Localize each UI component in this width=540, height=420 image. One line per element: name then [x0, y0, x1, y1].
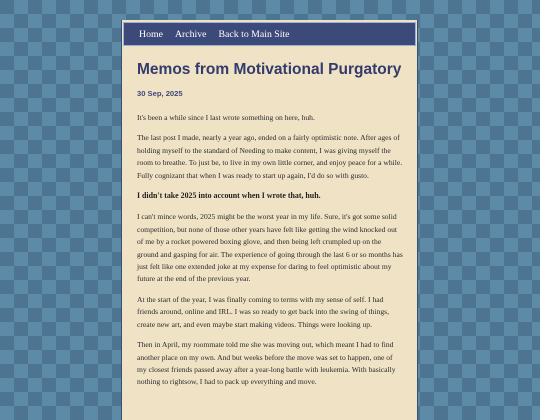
post-paragraph: It's been a while since I last wrote something on here, huh. — [137, 113, 315, 122]
top-nav — [123, 22, 416, 46]
page-panel — [121, 20, 418, 420]
post-body — [137, 112, 403, 389]
post-title: Memos from Motivational Purgatory — [137, 61, 402, 78]
nav-archive-link[interactable]: Archive — [174, 28, 207, 40]
post-date: 30 Sep, 2025 — [137, 89, 183, 98]
post-paragraph: The last post I made, nearly a year ago, ended on a fairly optimistic note. After ages of holding myself to the standard of Needing to make content, I was giving myself the room to breathe. To just be, to live in my own little corner, and enjoy peace for a while. Fully cognizant that when I was ready to start up again, I'd do so with gusto. — [137, 133, 403, 180]
nav-main-site-link[interactable]: Back to Main Site — [218, 28, 290, 40]
blog-post — [137, 60, 403, 397]
post-subheading: I didn't take 2025 into account when I wrote that, huh. — [137, 191, 321, 201]
post-paragraph: I can't mince words, 2025 might be the worst year in my life. Sure, it's got some solid competition, but none of those other years have felt like getting the wind knocked out of me by a rocket powered boxing glove, and then being left crumpled up on the ground and gasping for air. The experience of going through the last 6 or so months has just felt like one extended joke at my expense for daring to feel optimistic about my future at the end of the previous year. — [137, 212, 403, 284]
nav-home-link[interactable]: Home — [139, 28, 163, 40]
post-paragraph: At the start of the year, I was finally coming to terms with my sense of self. I had friends around, online and IRL. I was so ready to get back into the swing of things, create new art, and even maybe start making videos. Things were looking up. — [137, 294, 390, 329]
post-paragraph: Then in April, my roommate told me she was moving out, which meant I had to find another place on my own. And but weeks before the move was set to happen, one of my closest friends passed away after a year-long battle with leukemia. With basically nothing to rightsow, I had to pack up everything and move. — [137, 340, 396, 387]
